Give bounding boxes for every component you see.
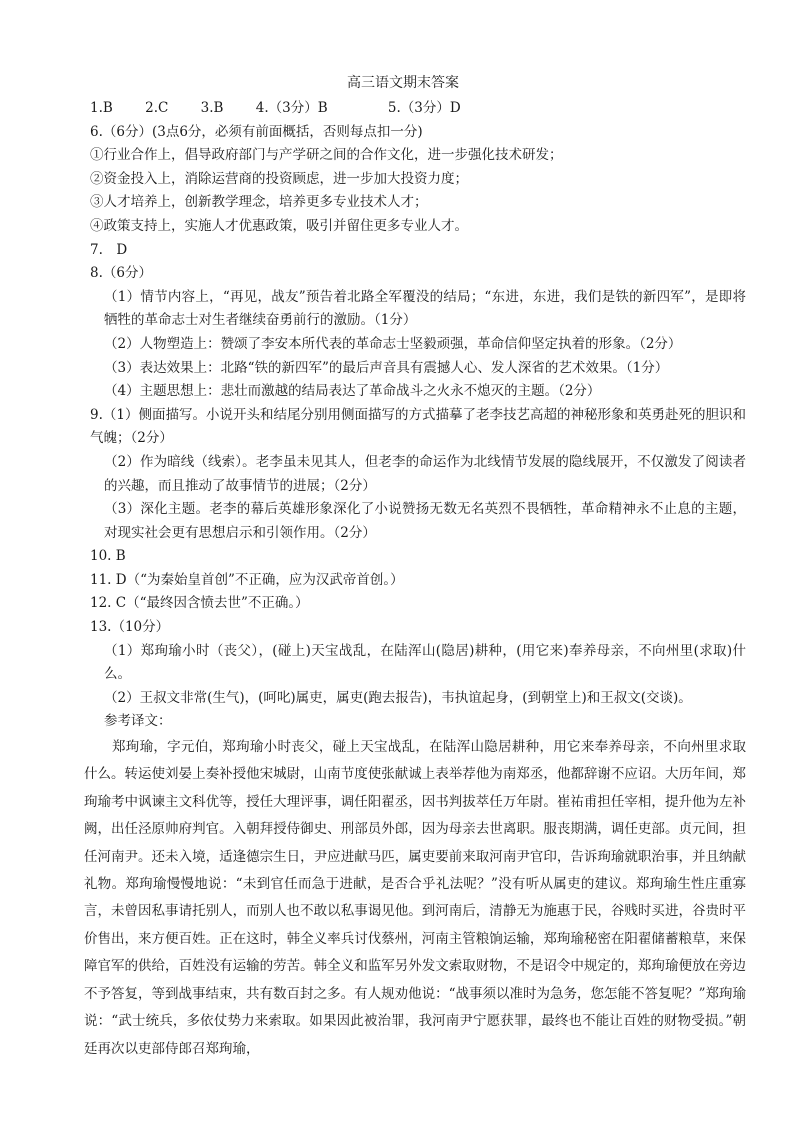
answer-line: （2）作为暗线（线索）。老李虽未见其人，但老李的命运作为北线情节发展的隐线展开，不仅激发了阅读者的兴趣，而且推动了故事情节的进展；（2分） [104, 453, 746, 494]
answer-line: 12. C（“最终因含愤去世”不正确。） [90, 595, 309, 612]
answer-line: 7. D [90, 241, 128, 258]
mc-answer: 1.B [90, 100, 113, 116]
answer-line: （3）深化主题。老李的幕后英雄形象深化了小说赞扬无数无名英烈不畏牺牲，革命精神永不止息的主题，对现实社会更有思想启示和引领作用。（2分） [104, 501, 746, 541]
answer-line: 10. B [90, 548, 126, 565]
answer-line: 6.（6分）(3点6分，必须有前面概括，否则每点扣一分) [90, 123, 423, 140]
answer-line: （2）人物塑造上：赞颂了李安本所代表的革命志士坚毅顽强，革命信仰坚定执着的形象。（2分） [104, 335, 682, 352]
answer-line: ①行业合作上，倡导政府部门与产学研之间的合作文化，进一步强化技术研发； [90, 147, 563, 164]
mc-answer: 2.C [145, 100, 169, 116]
answer-lines [90, 121, 746, 734]
page-title: 高三语文期末答案 [347, 75, 459, 91]
answer-line: ③人才培养上，创新教学理念，培养更多专业技术人才； [90, 194, 428, 211]
answer-line: ②资金投入上，消除运营商的投资顾虑，进一步加大投资力度； [90, 170, 468, 187]
answer-line: （1）情节内容上，“再见，战友”预告着北路全军覆没的结局；“东进，东进，我们是铁的新四军”，是即将牺牲的革命志士对生者继续奋勇前行的激励。（1分） [104, 288, 746, 329]
answer-line: （1）郑珣瑜小时（丧父），(碰上)天宝战乱，在陆浑山(隐居)耕种，(用它来)奉养母亲，不向州里(求取)什么。 [104, 642, 746, 683]
multiple-choice-answers [90, 97, 746, 121]
translation-paragraph: 郑珣瑜，字元伯，郑珣瑜小时丧父，碰上天宝战乱，在陆浑山隐居耕种，用它来奉养母亲，不向州里求取什么。转运使刘晏上奏补授他宋城尉，山南节度使张献诚上表举荐他为南郑丞，他都辞谢不应诏。大历年间，郑珣瑜考中讽谏主文科优等，授任大理评事，调任阳翟丞，因书判拔萃任万年尉。崔祐甫担任宰相，提升他为左补阙，出任泾原帅府判官。入朝拜授侍御史、刑部员外郎，因为母亲去世离职。服丧期满，调任吏部。贞元间，担任河南尹。还未入境，适逢德宗生日，尹应进献马匹，属吏要前来取河南尹官印，告诉珣瑜就职治事，并且纳献礼物。郑珣瑜慢慢地说：“未到官任而急于进献，是否合乎礼法呢？”没有听从属吏的建议。郑珣瑜生性庄重寡言，未曾因私事请托别人，而别人也不敢以私事谒见他。到河南后，清静无为施惠于民，谷贱时买进，谷贵时平价售出，来方便百姓。正在这时，韩全义率兵讨伐蔡州，河南主管粮饷运输，郑珣瑜秘密在阳翟储蓄粮草，来保障官军的供给，百姓没有运输的劳苦。韩全义和监军另外发文索取财物，不是诏令中规定的，郑珣瑜便放在旁边不予答复，等到战事结束，共有数百封之多。有人规劝他说：“战事须以准时为急务，您怎能不答复呢？”郑珣瑜说：“武士统兵，多依仗势力来索取。如果因此被治罪，我河南尹宁愿获罪，最终也不能让百姓的财物受损。”朝廷再次以吏部侍郎召郑珣瑜， [84, 739, 746, 1057]
answer-line: 13.（10分） [90, 619, 170, 636]
mc-answer: 5.（3分）D [387, 100, 461, 116]
answer-line: 11. D（“为秦始皇首创”不正确，应为汉武帝首创。） [90, 571, 404, 588]
answer-line: （3）表达效果上：北路“铁的新四军”的最后声音具有震撼人心、发人深省的艺术效果。（1分） [104, 359, 669, 376]
answer-line: ④政策支持上，实施人才优惠政策，吸引并留住更多专业人才。 [90, 217, 468, 234]
mc-answer: 3.B [200, 100, 224, 116]
mc-answer: 4.（3分）B [255, 100, 328, 116]
answer-line: 9.（1）侧面描写。小说开头和结尾分别用侧面描写的方式描摹了老李技艺高超的神秘形象和英勇赴死的胆识和气魄；（2分） [90, 406, 746, 447]
answer-line: 参考译文： [104, 713, 172, 730]
answer-line: （4）主题思想上：悲壮而激越的结局表达了革命战斗之火永不熄灭的主题。（2分） [104, 383, 601, 400]
answer-line: （2）王叔文非常(生气)，(呵叱)属吏，属吏(跑去报告)，韦执谊起身，(到朝堂上)和王叔文(交谈)。 [104, 689, 692, 706]
answer-line: 8.（6分） [90, 265, 152, 282]
